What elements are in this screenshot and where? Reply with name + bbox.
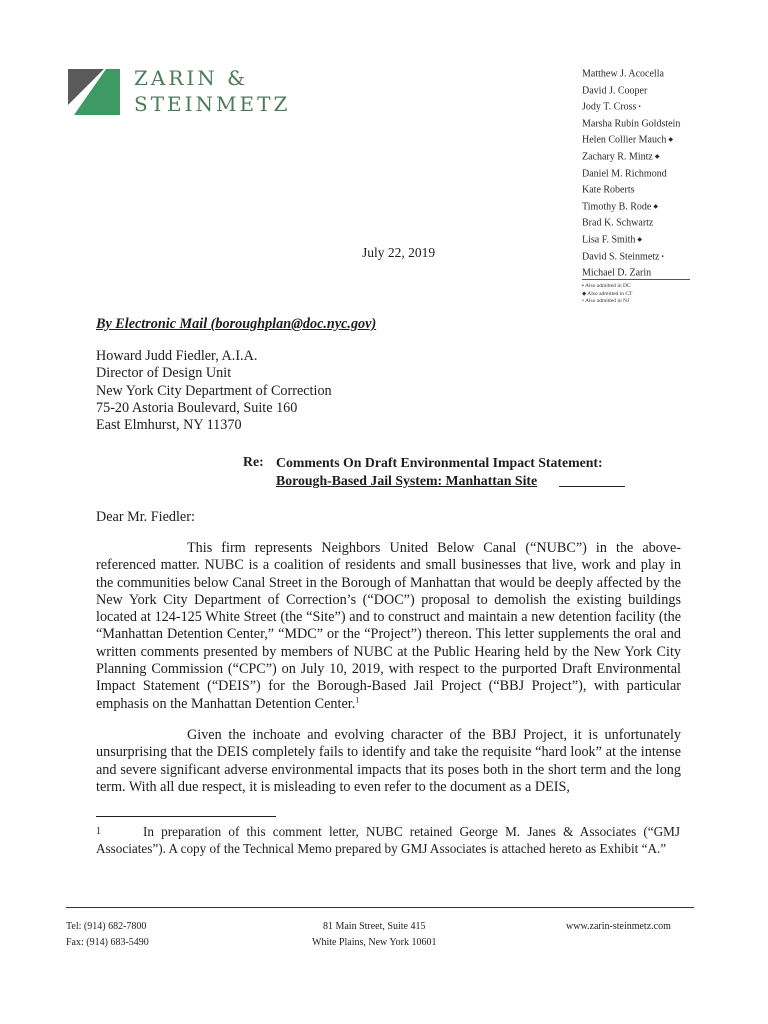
attorney-name-text: Brad K. Schwartz (582, 217, 654, 229)
attorney-list (582, 66, 722, 282)
recipient-address (96, 348, 332, 434)
admission-mark-icon: ◆ (653, 203, 658, 210)
admission-note: ▪ Also admitted in DC (582, 283, 631, 289)
re-subject-line2: Borough-Based Jail System: Manhattan Site (276, 472, 538, 488)
firm-logo (66, 66, 291, 119)
attorney-name (582, 132, 722, 149)
recipient-address-line: Howard Judd Fiedler, A.I.A. (96, 348, 258, 364)
attorney-name (582, 215, 722, 232)
firm-logo-mark-icon (66, 67, 122, 117)
re-label: Re: (243, 454, 264, 469)
attorney-name (582, 199, 722, 216)
re-subject (276, 454, 603, 489)
firm-name-line1: ZARIN & (134, 66, 248, 90)
attorney-name-text: Kate Roberts (582, 184, 635, 196)
attorney-name-text: David J. Cooper (582, 85, 648, 97)
attorney-name-text: Helen Collier Mauch (582, 134, 667, 146)
paragraph-2-text: Given the inchoate and evolving character of the BBJ Project, it is unfortunately unsurprising that the DEIS completely fails to identify and take the requisite “hard look” at the intense and severe significant adverse environmental impacts that its poses both in the short term and the long term. With all due respect, it is misleading to even refer to the document as a DEIS, (96, 727, 681, 795)
salutation: Dear Mr. Fiedler: (96, 509, 195, 525)
attorney-name-text: Zachary R. Mintz (582, 151, 653, 163)
recipient-address-line: East Elmhurst, NY 11370 (96, 417, 242, 434)
footer-address (312, 919, 436, 950)
footnote (96, 823, 680, 857)
attorney-name (582, 99, 722, 116)
admission-note: ◆ Also admitted in CT (582, 290, 633, 297)
attorney-name-text: Jody T. Cross (582, 101, 637, 113)
footer-city: White Plains, New York 10601 (312, 936, 437, 948)
footer-divider (66, 907, 694, 908)
footer-tel: Tel: (914) 682-7800 (66, 921, 147, 932)
attorney-name-text: Michael D. Zarin (582, 267, 652, 279)
admission-mark-icon: ◆ (637, 237, 642, 244)
attorney-list-divider (582, 279, 690, 280)
attorney-name (582, 83, 722, 100)
footer-contact (66, 919, 149, 950)
admission-mark-icon: ◆ (654, 154, 660, 161)
attorney-name-text: David S. Steinmetz (582, 251, 660, 263)
delivery-method: By Electronic Mail (boroughplan@doc.nyc.gov) (96, 316, 377, 332)
footnote-reference: 1 (355, 694, 360, 704)
recipient-address-line: New York City Department of Correction (96, 382, 332, 399)
admission-note: • Also admitted in NJ (582, 298, 630, 304)
paragraph-1-text: This firm represents Neighbors United Below Canal (“NUBC”) in the above-referenced matter. NUBC is a coalition of residents and small businesses that live, work and play in the communities below Canal Street in the Borough of Manhattan that would be deeply affected by the New York City Department of Correction’s (“DOC”) proposal to demolish the existing buildings located at 124-125 White Street (the “Site”) and to construct and maintain a new detention facility (the “Manhattan Detention Center,” “MDC” or the “Project”) thereon. This letter supplements the oral and written comments presented by members of NUBC at the Public Hearing held by the New York City Planning Commission (“CPC”) on July 10, 2019, with respect to the purported Draft Environmental Impact Statement (“DEIS”) for the Borough-Based Jail Project (“BBJ Project”), with particular emphasis on the Manhattan Detention Center. (96, 540, 681, 712)
footer-fax: Fax: (914) 683-5490 (66, 936, 149, 948)
footer-website[interactable]: www.zarin-steinmetz.com (566, 921, 671, 932)
re-underline-extension (559, 486, 625, 487)
attorney-name (582, 182, 722, 199)
recipient-address-line: Director of Design Unit (96, 365, 232, 382)
footer-street: 81 Main Street, Suite 415 (322, 921, 426, 932)
admission-legend (582, 283, 632, 306)
attorney-name (582, 149, 722, 166)
attorney-name (582, 249, 722, 266)
attorney-name (582, 66, 722, 83)
attorney-name-text: Matthew J. Acocella (582, 68, 664, 80)
attorney-name-text: Daniel M. Richmond (582, 168, 667, 180)
admission-mark-icon: ▪ (638, 104, 641, 111)
footnote-divider (96, 816, 276, 817)
footnote-text: In preparation of this comment letter, NUBC retained George M. Janes & Associates (“GMJ Associates”). A copy of the Technical Memo prepared by GMJ Associates is attached hereto as Exhibit “A.” (96, 824, 680, 856)
admission-mark-icon: ◆ (668, 137, 674, 144)
attorney-name (582, 166, 722, 183)
admission-mark-icon: ▪ (661, 253, 664, 260)
body-paragraph-1 (96, 540, 681, 713)
body-paragraph-2 (96, 727, 681, 796)
attorney-name (582, 116, 722, 133)
letter-date: July 22, 2019 (362, 245, 436, 260)
re-subject-line1: Comments On Draft Environmental Impact Statement: (276, 455, 603, 470)
attorney-name (582, 232, 722, 249)
recipient-address-line: 75-20 Astoria Boulevard, Suite 160 (96, 399, 298, 416)
attorney-name-text: Marsha Rubin Goldstein (582, 118, 681, 130)
attorney-name-text: Timothy B. Rode (582, 201, 652, 213)
attorney-name-text: Lisa F. Smith (582, 234, 636, 246)
firm-name-line2: STEINMETZ (134, 92, 291, 116)
footnote-number: 1 (96, 826, 101, 837)
